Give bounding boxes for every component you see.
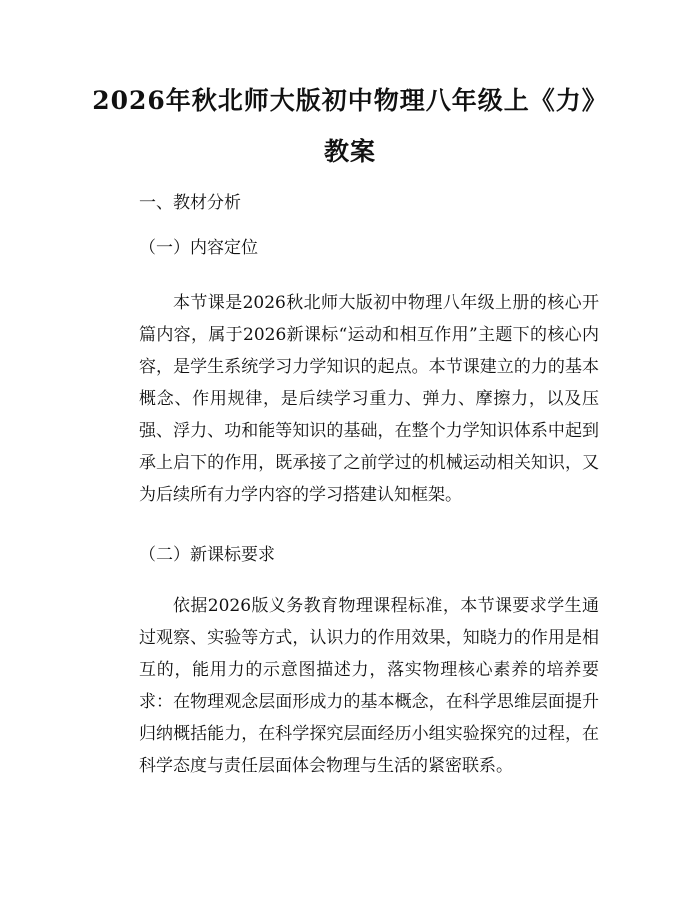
document-title: 2026年秋北师大版初中物理八年级上《力》 (92, 86, 608, 115)
subsection-heading-content-positioning: （一）内容定位 (139, 238, 258, 258)
document-title-continued: 教案 (323, 137, 376, 166)
section-heading-textbook-analysis: 一、教材分析 (139, 193, 241, 213)
paragraph-content-positioning: 本节课是2026秋北师大版初中物理八年级上册的核心开篇内容，属于2026新课标“运动和相互作用”主题下的核心内容，是学生系统学习力学知识的起点。本节课建立的力的基本概念、作用规律，是后续学习重力、弹力、摩擦力，以及压强、浮力、功和能等知识的基础，在整个力学知识体系中起到承上启下的作用，既承接了之前学过的机械运动相关知识，又为后续所有力学内容的学习搭建认知框架。 (139, 293, 599, 505)
paragraph-curriculum-requirements: 依据2026版义务教育物理课程标准，本节课要求学生通过观察、实验等方式，认识力的作用效果，知晓力的作用是相互的，能用力的示意图描述力，落实物理核心素养的培养要求：在物理观念层面形成力的基本概念，在科学思维层面提升归纳概括能力，在科学探究层面经历小组实验探究的过程，在科学态度与责任层面体会物理与生活的紧密联系。 (139, 596, 599, 776)
subsection-heading-curriculum-requirements: （二）新课标要求 (139, 545, 275, 565)
